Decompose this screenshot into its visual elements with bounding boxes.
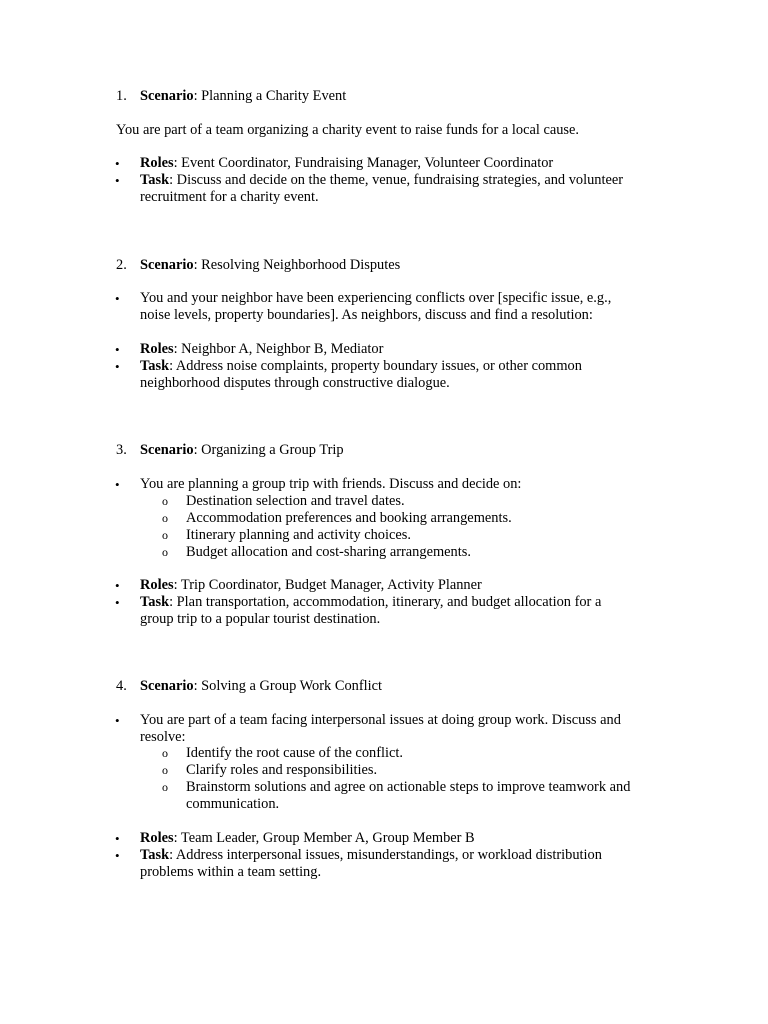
scenario-label: Scenario — [140, 442, 194, 458]
bullet-icon: • — [115, 173, 120, 188]
task-text: : Discuss and decide on the theme, venue, fundraising strategies, and volunteer — [169, 172, 624, 188]
scenario-label: Scenario — [140, 678, 194, 694]
circle-bullet-icon: o — [162, 511, 168, 525]
bullet-icon: • — [115, 595, 120, 610]
circle-bullet-icon: o — [162, 545, 168, 559]
bullet-icon: • — [115, 578, 120, 593]
roles-label: Roles — [140, 830, 174, 846]
bullet-icon: • — [115, 713, 120, 728]
task-text: : Plan transportation, accommodation, itinerary, and budget allocation for a — [169, 594, 602, 610]
scenario-number: 3. — [116, 442, 127, 458]
scenario-title: : Resolving Neighborhood Disputes — [193, 257, 401, 273]
scenario-number: 1. — [116, 88, 127, 104]
roles-label: Roles — [140, 577, 174, 593]
scenario-number: 4. — [116, 678, 127, 694]
roles-label: Roles — [140, 341, 174, 357]
circle-bullet-icon: o — [162, 746, 168, 760]
roles-text: : Team Leader, Group Member A, Group Member B — [173, 830, 475, 846]
scenario-label: Scenario — [140, 88, 194, 104]
roles-text: : Neighbor A, Neighbor B, Mediator — [173, 341, 384, 357]
circle-bullet-icon: o — [162, 528, 168, 542]
task-label: Task — [140, 358, 170, 374]
bullet-icon: • — [115, 831, 120, 846]
bullet-icon: • — [115, 477, 120, 492]
scenario-title: : Planning a Charity Event — [193, 88, 347, 104]
bullet-icon: • — [115, 342, 120, 357]
roles-text: : Trip Coordinator, Budget Manager, Activity Planner — [173, 577, 482, 593]
roles-label: Roles — [140, 155, 174, 171]
task-text: : Address interpersonal issues, misunderstandings, or workload distribution — [169, 847, 602, 863]
scenario-label: Scenario — [140, 257, 194, 273]
bullet-icon: • — [115, 291, 120, 306]
circle-bullet-icon: o — [162, 780, 168, 794]
task-label: Task — [140, 847, 170, 863]
roles-text: : Event Coordinator, Fundraising Manager, Volunteer Coordinator — [173, 155, 554, 171]
document-page: 1. Scenario: Planning a Charity Event You are part of a team organizing a charity event to raise funds for a local cause. • Roles: Event Coordinator, Fundraising Manager, Volunteer Coordinator • Task: Discuss and decide on the theme, venue, fundraising strategies, and volunteer recruitment for a charity event. 2. Scenario: Resolving Neighborhood Disputes • You and your neighbor have been experiencing conflicts over [specific issue, e.g., noise levels, property boundaries]. As neighbors, discuss and find a resolution: • Roles: Neighbor A, Neighbor B, Mediator • Task: Address noise complaints, property boundary issues, or other common neighborhood disputes through constructive dialogue. 3. Scenario: Organizing a Group Trip • You are planning a group trip with friends. Discuss and decide on: o Destination selection and travel dates. o Accommodation preferences and booking arrangements. o Itinerary planning and activity choices. o Budget allocation and cost-sharing arrangements. • Roles: Trip Coordinator, Budget Manager, Activity Planner • Task: Plan transportation, accommodation, itinerary, and budget allocation for a group trip to a popular tourist destination. 4. Scenario: Solving a Group Work Conflict • You are part of a team facing interpersonal issues at doing group work. Discuss and resolve: o Identify the root cause of the conflict. o Clarify roles and responsibilities. o Brainstorm solutions and agree on actionable steps to improve teamwork and communication. • Roles: Team Leader, Group Member A, Group Member B • Task: Address interpersonal issues, misunderstandings, or workload distribution problems within a team setting. — [115, 88, 631, 880]
task-label: Task — [140, 594, 170, 610]
circle-bullet-icon: o — [162, 494, 168, 508]
task-label: Task — [140, 172, 170, 188]
task-text: : Address noise complaints, property boundary issues, or other common — [169, 358, 582, 374]
scenario-title: : Organizing a Group Trip — [193, 442, 344, 458]
bullet-icon: • — [115, 359, 120, 374]
bullet-icon: • — [115, 848, 120, 863]
circle-bullet-icon: o — [162, 763, 168, 777]
scenario-title: : Solving a Group Work Conflict — [193, 678, 383, 694]
scenario-number: 2. — [116, 257, 127, 273]
bullet-icon: • — [115, 156, 120, 171]
